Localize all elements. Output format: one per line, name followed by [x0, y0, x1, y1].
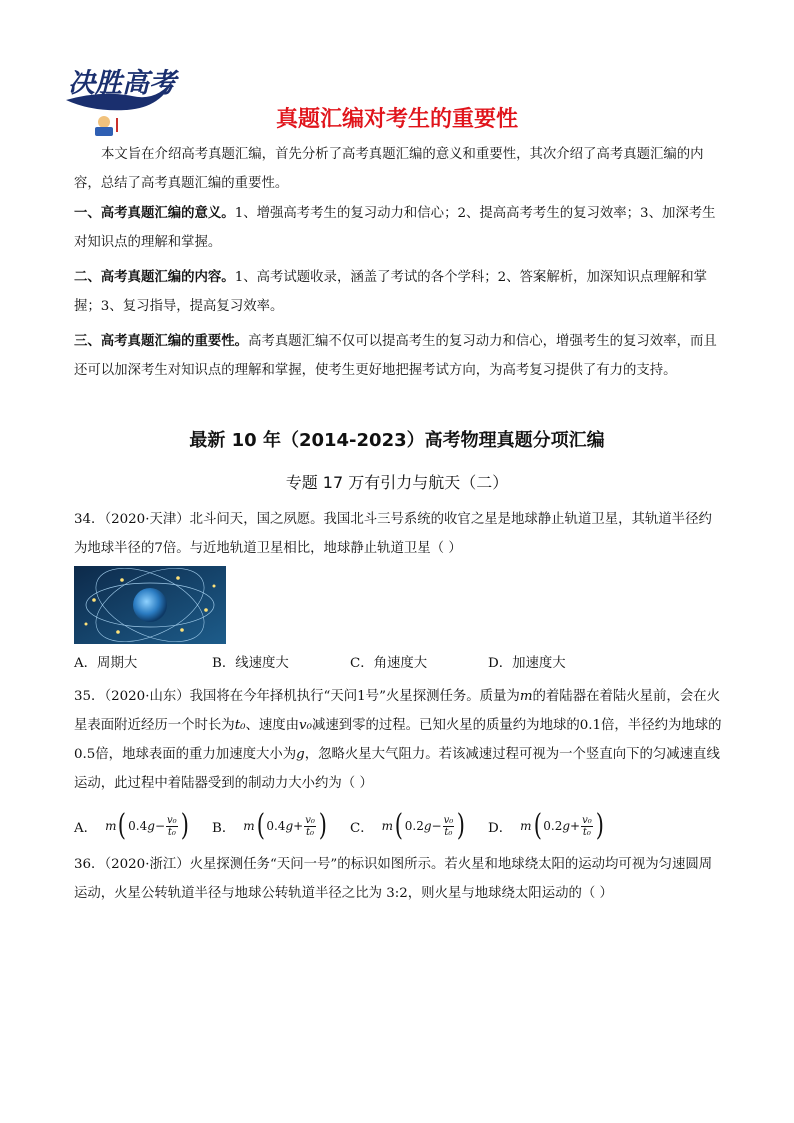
fraction-denominator: t₀ [167, 826, 176, 838]
operator: + [570, 819, 581, 833]
formula: m ( 0.2 g − $\frac{\text{v₀}}{\text{t₀}}$ ) [381, 808, 466, 843]
page-title: 真题汇编对考生的重要性 [275, 107, 518, 132]
coef: 0.2 [404, 819, 424, 833]
option-label: D． [488, 820, 513, 836]
fraction-numerator: v₀ [167, 814, 177, 826]
section-2-text: 1、高考试题收录，涵盖了考试的各个学科；2、答案解析，加深知识点理解和掌握；3、复习指导，提高复习效率。 [74, 270, 708, 314]
section-3-text: 高考真题汇编不仅可以提高考生的复习动力和信心，增强考生的复习效率，而且还可以加深考生对知识点的理解和掌握，使考生更好地把握考试方向，为高考复习提供了有力的支持。 [74, 334, 717, 378]
section-1 [74, 199, 724, 257]
section-2-heading: 二、高考真题汇编的内容。 [74, 269, 235, 285]
fraction-numerator: v₀ [305, 814, 315, 826]
q35-part-1: 35．（2020·山东）我国将在今年择机执行“天问1号”火星探测任务。质量为 [74, 689, 520, 704]
section-1-text: 1、增强高考考生的复习动力和信心；2、提高高考考生的复习效率；3、加深考生对知识点的理解和掌握。 [74, 206, 716, 250]
option-d: D．加速度大 [488, 656, 566, 671]
math-option-b [212, 806, 329, 846]
section-3-heading: 三、高考真题汇编的重要性。 [74, 333, 249, 349]
option-label: B． [212, 820, 236, 836]
coef: 0.4 [128, 819, 148, 833]
fraction-numerator: v₀ [443, 814, 454, 826]
sym-m: m [381, 819, 394, 833]
sym-g: g [562, 819, 571, 833]
sym-g: g [147, 819, 155, 833]
sym-g: g [285, 819, 294, 833]
math-option-a [74, 806, 190, 846]
question-35-text [74, 682, 724, 798]
math-option-d [488, 806, 605, 846]
q35-var-m: m [519, 689, 533, 704]
intro-paragraph: 本文旨在介绍高考真题汇编，首先分析了高考真题汇编的意义和重要性，其次介绍了高考真题汇编的内容，总结了高考真题汇编的重要性。 [74, 147, 704, 191]
q35-part-2: 的着陆器在着陆火星前，会在火星表面附近经历一个时长为 [74, 689, 720, 733]
fraction-denominator: t₀ [582, 826, 591, 838]
coef: 0.4 [266, 819, 286, 833]
formula: m ( 0.2 g + $\frac{\text{v₀}}{\text{t₀}}$ ) [520, 808, 604, 843]
earth-globe [133, 588, 167, 622]
section-3 [74, 327, 724, 385]
document-subtitle: 专题 17 万有引力与航天（二） [285, 473, 509, 492]
q35-var-t0: t₀ [234, 718, 246, 733]
q35-part-5: ，忽略火星大气阻力。若该减速过程可视为一个竖直向下的匀减速直线运动，此过程中着陆器受到的制动力大小约为（ ） [74, 747, 720, 791]
option-a: A．周期大 [74, 656, 138, 671]
q35-part-3: 、速度由 [245, 718, 299, 733]
fraction-denominator: t₀ [306, 826, 315, 838]
sym-g: g [423, 819, 432, 833]
q35-part-4: 减速到零的过程。已知火星的质量约为地球的0.1倍，半径约为地球的0.5倍，地球表面的重力加速度大小为 [74, 718, 722, 762]
option-label: C． [350, 820, 374, 836]
question-35-options [74, 806, 724, 846]
fraction [581, 815, 593, 838]
question-36-text: 36．（2020·浙江）火星探测任务“天问一号”的标识如图所示。若火星和地球绕太阳的运动均可视为匀速圆周运动，火星公转轨道半径与地球公转轨道半径之比为 3:2，则火星与地球绕太阳运动的（ ） [74, 857, 713, 901]
fraction-denominator: t₀ [444, 826, 453, 838]
operator: − [154, 819, 166, 833]
option-c: C．角速度大 [350, 656, 428, 671]
math-option-c [350, 806, 467, 846]
operator: − [431, 819, 442, 833]
q35-var-g: g [296, 747, 305, 762]
document-title: 最新 10 年（2014-2023）高考物理真题分项汇编 [189, 430, 605, 451]
section-1-heading: 一、高考真题汇编的意义。 [74, 205, 235, 221]
section-2 [74, 263, 724, 321]
fraction [166, 815, 178, 838]
operator: + [293, 819, 304, 833]
option-b: B．线速度大 [212, 656, 289, 671]
logo-text: 决胜高考 [68, 68, 176, 99]
sym-m: m [105, 819, 117, 833]
sym-m: m [520, 819, 532, 833]
fraction [443, 815, 455, 838]
fraction [304, 815, 316, 838]
question-34-options [74, 652, 724, 680]
question-34-text: 34．（2020·天津）北斗问天，国之夙愿。我国北斗三号系统的收官之星是地球静止轨道卫星，其轨道半径约为地球半径的7倍。与近地轨道卫星相比，地球静止轨道卫星（ ） [74, 512, 712, 556]
sym-m: m [243, 819, 255, 833]
option-label: A． [74, 820, 98, 836]
formula: m ( 0.4 g − $\frac{\text{v₀}}{\text{t₀}}$ ) [105, 808, 189, 843]
formula: m ( 0.4 g + $\frac{\text{v₀}}{\text{t₀}}$ ) [243, 808, 327, 843]
fraction-numerator: v₀ [582, 814, 592, 826]
satellite-orbit-image [74, 566, 226, 644]
q35-var-v0: v₀ [299, 718, 312, 733]
coef: 0.2 [543, 819, 563, 833]
